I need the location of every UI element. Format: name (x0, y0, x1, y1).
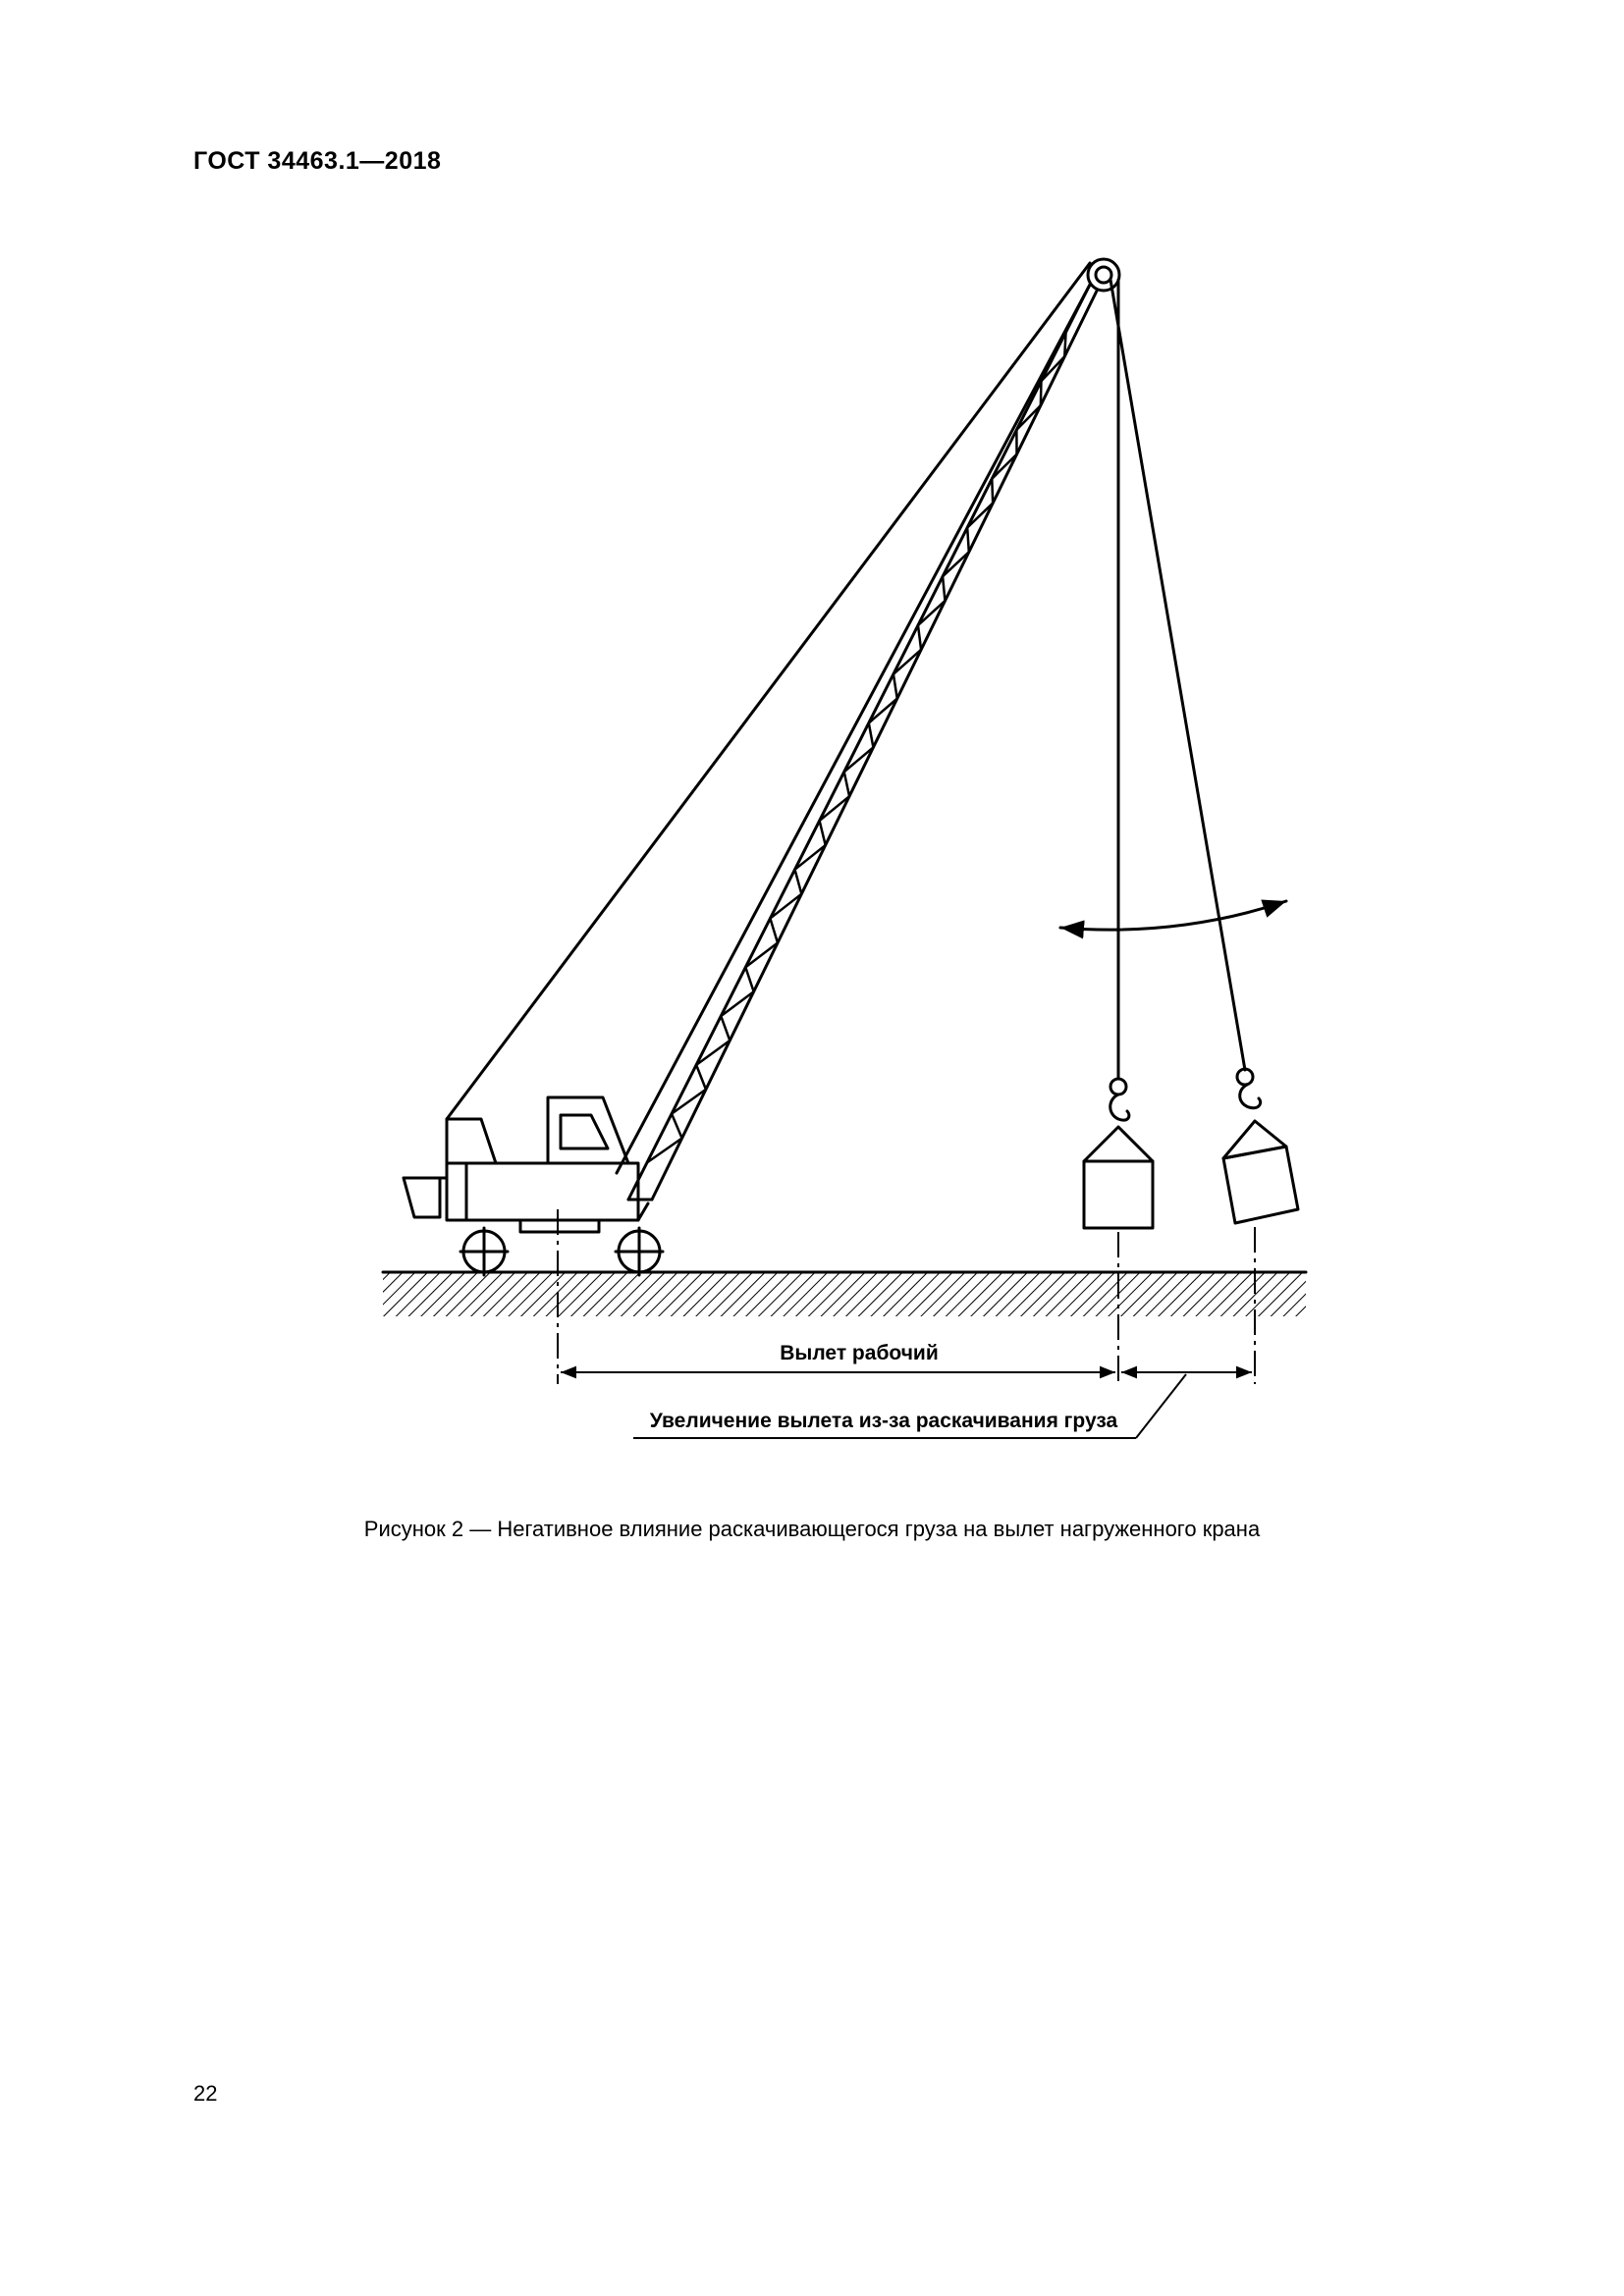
working-radius-label: Вылет рабочий (780, 1342, 939, 1364)
hoist-rope-swinging (1110, 280, 1298, 1223)
document-header: ГОСТ 34463.1—2018 (193, 147, 442, 175)
lattice-member (844, 772, 849, 796)
dimension-lines (558, 1209, 1255, 1438)
lattice-member (893, 650, 921, 674)
lattice-member (967, 527, 969, 552)
lattice-member (992, 479, 993, 504)
boom-rope (447, 263, 1098, 1173)
page-number: 22 (193, 2081, 218, 2106)
lattice-member (893, 674, 897, 699)
lattice-member (992, 454, 1016, 479)
lattice-member (696, 1065, 706, 1090)
crane-wheels (460, 1220, 663, 1275)
lattice-member (721, 1016, 730, 1041)
lattice-member (745, 967, 753, 991)
lattice-member (820, 821, 826, 845)
lattice-member (1041, 381, 1042, 405)
ground (383, 1272, 1306, 1316)
lattice-member (943, 576, 945, 601)
lattice-member (869, 699, 897, 723)
lattice-member (672, 1114, 682, 1139)
hoist-rope-vertical (1084, 280, 1153, 1228)
boom-tip-sheave (1088, 259, 1119, 291)
lattice-member (770, 919, 778, 943)
crane-body (404, 1097, 648, 1220)
lattice-member (795, 870, 802, 894)
lattice-member (869, 723, 874, 748)
lattice-member (918, 601, 945, 625)
lattice-member (918, 625, 921, 650)
swing-arrow (1060, 901, 1286, 930)
radius-increase-label: Увеличение вылета из-за раскачивания груза (649, 1410, 1118, 1432)
lattice-member (1064, 332, 1065, 356)
figure-caption: Рисунок 2 — Негативное влияние раскачивающегося груза на вылет нагруженного крана (363, 1517, 1261, 1541)
